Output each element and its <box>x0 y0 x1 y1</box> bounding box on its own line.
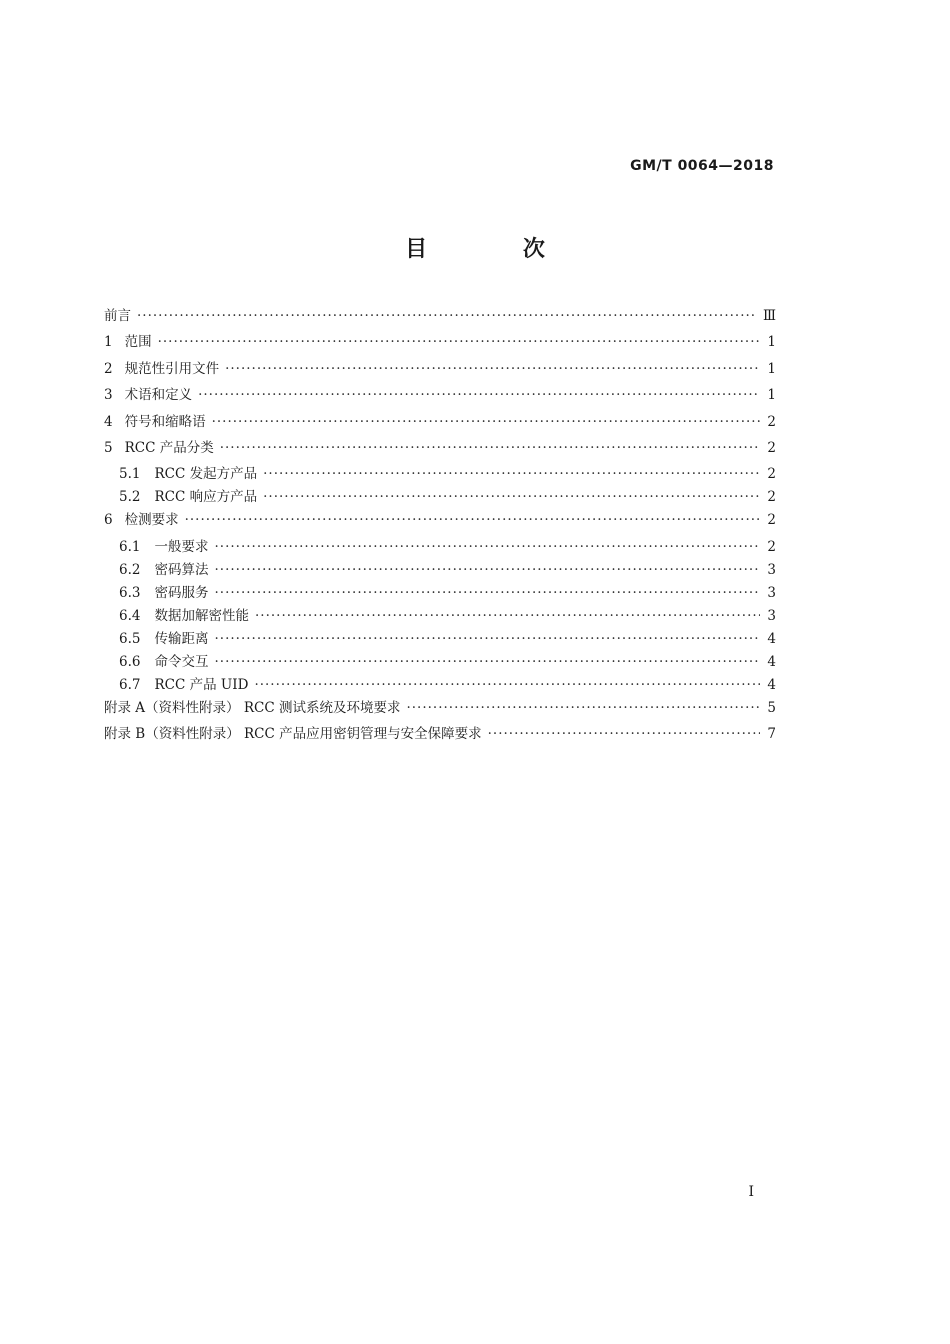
toc-entry-number: 3 <box>104 387 113 404</box>
toc-leader-dots <box>263 489 760 505</box>
toc-entry-label: 检测要求 <box>124 512 179 529</box>
toc-entry-label: 符号和缩略语 <box>124 413 206 430</box>
toc-leader-dots <box>225 361 760 377</box>
toc-entry-page: 3 <box>767 584 776 601</box>
page-title: 目 次 <box>405 237 589 262</box>
toc-entry[interactable] <box>104 696 776 722</box>
toc-leader-dots <box>255 608 760 624</box>
toc-leader-dots <box>214 562 760 578</box>
toc-entry-label: RCC 响应方产品 <box>154 489 258 506</box>
toc-leader-dots <box>198 387 760 403</box>
toc-entry[interactable] <box>104 462 776 485</box>
toc-leader-dots <box>488 726 760 742</box>
toc-leader-dots <box>220 440 760 456</box>
toc-entry-number: 6.3 <box>119 584 141 601</box>
toc-entry-page: 2 <box>767 413 776 430</box>
toc-entry-page: 2 <box>767 538 776 555</box>
toc-entry[interactable] <box>104 558 776 581</box>
toc-entry[interactable] <box>104 535 776 558</box>
toc-leader-dots <box>185 512 760 528</box>
standard-code: GM/T 0064—2018 <box>630 158 774 174</box>
toc-entry-page: 3 <box>767 561 776 578</box>
toc-entry-page: 1 <box>767 387 776 404</box>
toc-entry-label: RCC 发起方产品 <box>154 466 258 483</box>
toc-entry-label: 数据加解密性能 <box>154 607 249 624</box>
table-of-contents <box>104 304 776 749</box>
toc-leader-dots <box>406 700 760 716</box>
toc-entry-number: 5 <box>104 439 113 456</box>
toc-entry-label: 命令交互 <box>154 653 209 670</box>
toc-entry-page: 2 <box>767 512 776 529</box>
toc-leader-dots <box>263 466 760 482</box>
toc-entry-page: 1 <box>767 334 776 351</box>
toc-leader-dots <box>214 539 760 555</box>
toc-entry-label: 附录 B（资料性附录） RCC 产品应用密钥管理与安全保障要求 <box>104 726 482 743</box>
toc-entry-page: 4 <box>767 676 776 693</box>
toc-entry-page: 2 <box>767 439 776 456</box>
toc-entry[interactable] <box>104 508 776 534</box>
toc-entry-number: 6.2 <box>119 561 141 578</box>
toc-entry-label: 前言 <box>104 308 131 324</box>
toc-entry-number: 1 <box>104 334 113 351</box>
toc-entry[interactable] <box>104 357 776 383</box>
toc-entry-number: 5.1 <box>119 466 141 483</box>
toc-entry-label: 范围 <box>124 334 152 351</box>
toc-entry[interactable] <box>104 604 776 627</box>
toc-entry-label: 密码算法 <box>154 561 209 578</box>
page-number: I <box>748 1184 754 1200</box>
toc-entry-page: Ⅲ <box>762 308 776 324</box>
toc-entry-page: 7 <box>767 726 776 743</box>
toc-entry-label: 附录 A（资料性附录） RCC 测试系统及环境要求 <box>104 699 401 716</box>
toc-entry-label: 术语和定义 <box>124 387 193 404</box>
toc-leader-dots <box>214 654 760 670</box>
toc-leader-dots <box>214 631 760 647</box>
toc-entry-number: 4 <box>104 413 113 430</box>
toc-entry[interactable] <box>104 673 776 696</box>
toc-entry-label: 规范性引用文件 <box>124 360 220 377</box>
toc-entry[interactable] <box>104 330 776 356</box>
toc-entry-page: 2 <box>767 489 776 506</box>
toc-entry[interactable] <box>104 627 776 650</box>
toc-entry-page: 1 <box>767 360 776 377</box>
toc-entry-number: 6.4 <box>119 607 141 624</box>
toc-leader-dots <box>254 677 760 693</box>
toc-entry-label: 密码服务 <box>154 584 209 601</box>
toc-leader-dots <box>137 308 757 324</box>
toc-leader-dots <box>212 414 760 430</box>
toc-entry-label: RCC 产品 UID <box>154 676 249 693</box>
toc-entry-label: RCC 产品分类 <box>124 439 214 456</box>
toc-entry-page: 4 <box>767 653 776 670</box>
toc-entry-number: 6.7 <box>119 676 141 693</box>
toc-entry-page: 2 <box>767 466 776 483</box>
toc-entry-number: 5.2 <box>119 489 141 506</box>
toc-entry-page: 4 <box>767 630 776 647</box>
toc-entry-number: 6.6 <box>119 653 141 670</box>
toc-entry-number: 2 <box>104 360 113 377</box>
toc-entry[interactable] <box>104 722 776 748</box>
toc-entry-page: 5 <box>767 699 776 716</box>
toc-entry[interactable] <box>104 650 776 673</box>
toc-leader-dots <box>158 334 760 350</box>
toc-entry-number: 6.1 <box>119 538 141 555</box>
toc-entry[interactable] <box>104 410 776 436</box>
toc-entry[interactable] <box>104 383 776 409</box>
toc-entry-number: 6 <box>104 512 113 529</box>
toc-entry-page: 3 <box>767 607 776 624</box>
toc-entry[interactable] <box>104 581 776 604</box>
toc-leader-dots <box>214 585 760 601</box>
toc-entry[interactable] <box>104 436 776 462</box>
toc-entry-label: 传输距离 <box>154 630 209 647</box>
toc-entry[interactable] <box>104 485 776 508</box>
toc-entry-number: 6.5 <box>119 630 141 647</box>
toc-entry[interactable] <box>104 304 776 330</box>
toc-entry-label: 一般要求 <box>154 538 209 555</box>
